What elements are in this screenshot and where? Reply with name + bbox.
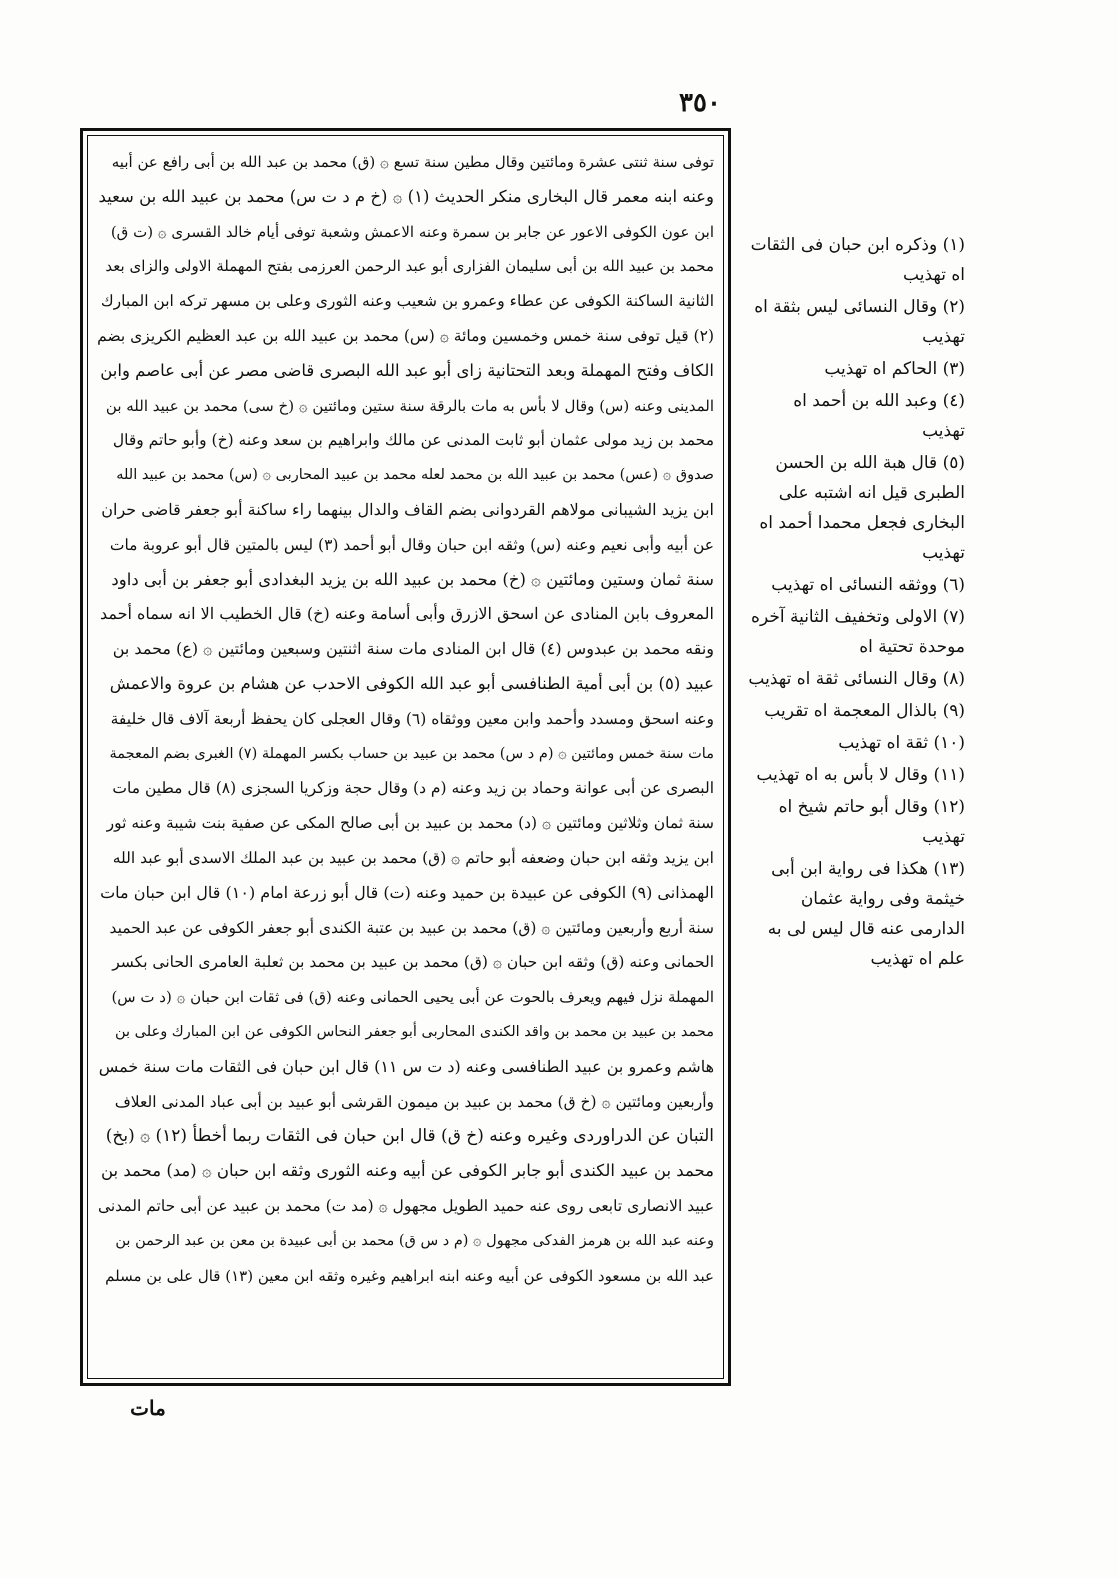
text-line: الهمذانى (٩) الكوفى عن عبيدة بن حميد وعنه (ت) قال أبو زرعة امام (١٠) قال ابن حبان مات xyxy=(100,882,714,902)
footnote: (٩) بالذال المعجمة اه تقريب xyxy=(764,701,965,721)
footnote: (١) وذكره ابن حبان فى الثقات اه تهذيب xyxy=(750,235,965,285)
text-line: توفى سنة ثنتى عشرة ومائتين وقال مطين سنة تسع ۞ (ق) محمد بن عبد الله بن أبى رافع عن أبيه xyxy=(111,153,714,171)
text-line: سنة أربع وأربعين ومائتين ۞ (ق) محمد بن عبيد بن عتبة الكندى أبو جعفر الكوفى عن عبد الحميد xyxy=(109,918,714,937)
text-line: ابن يزيد وثقه ابن حبان وضعفه أبو حاتم ۞ (ق) محمد بن عبيد بن عبد الملك الاسدى أبو عبد الله xyxy=(112,848,714,867)
footnote: (١١) وقال لا بأس به اه تهذيب xyxy=(756,765,965,785)
text-line: عبد الله بن مسعود الكوفى عن أبيه وعنه ابنه ابراهيم وغيره وثقه ابن معين (١٣) قال على بن مسلم xyxy=(105,1266,714,1285)
footnote: (١٢) وقال أبو حاتم شيخ اه تهذيب xyxy=(778,797,965,847)
text-line: (٢) قيل توفى سنة خمس وخمسين ومائة ۞ (س) محمد بن عبيد الله بن عبد العظيم الكريزى بضم xyxy=(97,326,714,345)
text-line: المدينى وعنه (س) وقال لا بأس به مات بالرقة سنة ستين ومائتين ۞ (خ سى) محمد بن عبيد الله بن xyxy=(105,396,714,415)
footnote: (٤) وعبد الله بن أحمد اه تهذيب xyxy=(793,391,965,441)
text-line: عبيد (٥) بن أبى أمية الطنافسى أبو عبد الله الكوفى الاحدب عن هشام بن عروة والاعمش xyxy=(109,673,714,693)
text-line: عن أبيه وأبى نعيم وعنه (س) وثقه ابن حبان وقال أبو أحمد (٣) ليس بالمتين قال أبو عروبة مات xyxy=(109,535,714,554)
main-text-column xyxy=(97,145,714,1369)
text-line: وعنه ابنه معمر قال البخارى منكر الحديث (١) ۞ (خ م د ت س) محمد بن عبيد الله بن سعيد xyxy=(98,186,714,206)
text-line: سنة ثمان وستين ومائتين ۞ (خ) محمد بن عبيد الله بن يزيد البغدادى أبو جعفر بن أبى داود xyxy=(111,569,714,589)
footnote: (١٠) ثقة اه تهذيب xyxy=(838,733,965,753)
footnote: (٢) وقال النسائى ليس بثقة اه تهذيب xyxy=(754,297,965,347)
text-line: الكاف وفتح المهملة وبعد التحتانية زاى أبو عبد الله البصرى قاضى مصر عن أبى عاصم وابن xyxy=(100,360,714,380)
text-line xyxy=(97,1293,714,1328)
footnote: (١٣) هكذا فى رواية ابن أبى خيثمة وفى رواية عثمان الدارمى عنه قال ليس لى به علم اه تهذيب xyxy=(767,859,965,969)
footnote: (٥) قال هبة الله بن الحسن الطبرى قيل انه اشتبه على البخارى فجعل محمدا أحمد اه تهذيب xyxy=(759,453,965,563)
footnote: (٣) الحاكم اه تهذيب xyxy=(824,359,965,379)
text-line: ونقه محمد بن عبدوس (٤) قال ابن المنادى مات سنة اثنتين وسبعين ومائتين ۞ (ع) محمد بن xyxy=(112,639,714,659)
main-text-frame xyxy=(80,128,731,1386)
text-line: هاشم وعمرو بن عبيد الطنافسى وعنه (د ت س ١١) قال ابن حبان فى الثقات مات سنة خمس xyxy=(98,1056,714,1076)
text-line: محمد بن عبيد بن محمد بن واقد الكندى المحاربى أبو جعفر النحاس الكوفى عن ابن المبارك وعلى بن xyxy=(114,1023,714,1040)
footnote: (٧) الاولى وتخفيف الثانية آخره موحدة تحتية اه xyxy=(751,607,965,657)
text-line: محمد بن عبيد الكندى أبو جابر الكوفى عن أبيه وعنه الثورى وثقه ابن حبان ۞ (مد) محمد بن xyxy=(101,1161,714,1181)
text-line: الثانية الساكنة الكوفى عن عطاء وعمرو بن شعيب وعنه الثورى وعلى بن مسهر تركه ابن المبارك xyxy=(100,292,714,311)
text-line: مات سنة خمس ومائتين ۞ (م د س) محمد بن عبيد بن حساب بكسر المهملة (٧) الغبرى بضم المعجمة xyxy=(109,745,714,762)
text-line: وعنه اسحق ومسدد وأحمد وابن معين ووثقاه (٦) وقال العجلى كان يحفظ أربعة آلاف قال خليفة xyxy=(110,709,714,728)
page-number: ٣٥٠ xyxy=(679,88,721,118)
text-line: المعروف بابن المنادى عن اسحق الازرق وأبى أسامة وعنه (خ) قال الخطيب الا انه سماه أحمد xyxy=(99,604,714,624)
text-line: وأربعين ومائتين ۞ (خ ق) محمد بن عبيد بن ميمون القرشى أبو عبيد بن أبى عباد المدنى العلاف xyxy=(114,1092,714,1111)
text-line: وعنه عبد الله بن هرمز الفدكى مجهول ۞ (م د س ق) محمد بن أبى عبيدة بن معن بن عبد الرحمن بن xyxy=(115,1232,714,1249)
text-line: التبان عن الدراوردى وغيره وعنه (خ ق) قال ابن حبان فى الثقات ربما أخطأ (١٢) ۞ (بخ) xyxy=(105,1126,714,1147)
text-line: صدوق ۞ (عس) محمد بن عبيد الله بن محمد لعله محمد بن عبيد المحاربى ۞ (س) محمد بن عبيد الله xyxy=(116,467,714,484)
text-line: ابن عون الكوفى الاعور عن جابر بن سمرة وعنه الاعمش وشعبة توفى أيام خالد القسرى ۞ (ت ق) xyxy=(110,222,714,241)
text-line: الحمانى وعنه (ق) وثقه ابن حبان ۞ (ق) محمد بن عبيد بن محمد بن ثعلبة العامرى الحانى بكسر xyxy=(112,953,714,972)
text-line: محمد بن عبيد الله بن أبى سليمان الفزارى أبو عبد الرحمن العرزمى بفتح المهملة الاولى والزاى بعد xyxy=(105,257,714,276)
text-line: البصرى عن أبى عوانة وحماد بن زيد وعنه (م د) وقال حجة وزكريا السجزى (٨) قال مطين مات xyxy=(112,779,714,798)
text-line: سنة ثمان وثلاثين ومائتين ۞ (د) محمد بن عبيد بن أبى صالح المكى عن صفية بنت شيبة وعنه ثور xyxy=(106,814,714,833)
text-line: ابن يزيد الشيبانى مولاهم القردوانى بضم القاف والدال بينهما راء ساكنة أبو جعفر قاضى حران xyxy=(101,499,714,519)
marginal-notes xyxy=(745,230,965,1360)
text-line: محمد بن زيد مولى عثمان أبو ثابت المدنى عن مالك وابراهيم بن سعد وعنه (خ) وأبو حاتم وقال xyxy=(112,431,714,450)
catchword: مات xyxy=(130,1396,166,1420)
text-line: المهملة نزل فيهم ويعرف بالحوت عن أبى يحيى الحمانى وعنه (ق) فى ثقات ابن حبان ۞ (د ت س) xyxy=(111,988,714,1007)
footnote: (٨) وقال النسائى ثقة اه تهذيب xyxy=(748,669,965,689)
text-line: عبيد الانصارى تابعى روى عنه حميد الطويل مجهول ۞ (مد ت) محمد بن عبيد عن أبى حاتم المدنى xyxy=(97,1196,714,1215)
footnote: (٦) ووثقه النسائى اه تهذيب xyxy=(771,575,965,595)
